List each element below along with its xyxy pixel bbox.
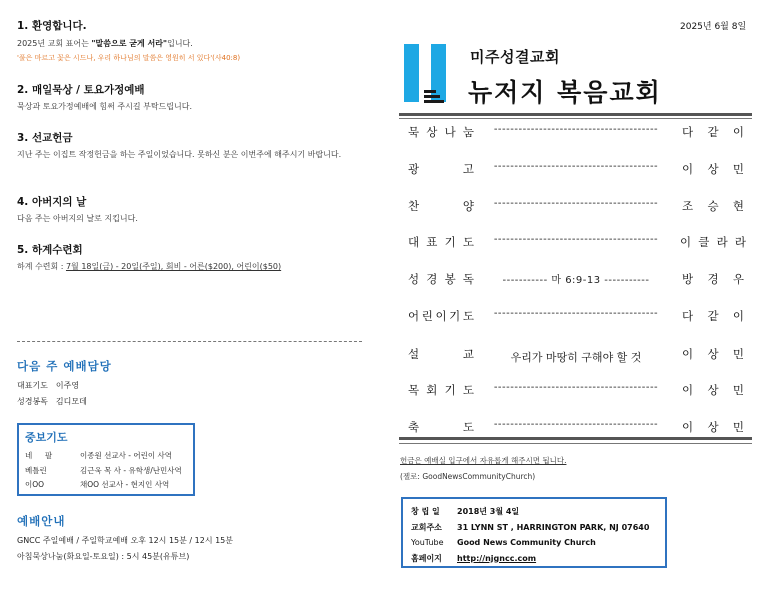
- intercession-country: 이OO: [25, 480, 45, 489]
- info-key: 홈페이지: [411, 553, 442, 563]
- service-role-char: 도: [462, 383, 474, 397]
- service-role-char: 이: [435, 309, 447, 323]
- service-person-char: 승: [707, 199, 719, 213]
- service-person-char: 민: [732, 162, 744, 176]
- service-role: [408, 346, 474, 362]
- service-person-char: 상: [707, 383, 719, 397]
- announcement-2: [17, 82, 362, 114]
- service-role-char: 독: [462, 272, 474, 286]
- service-role-char: 설: [408, 347, 420, 361]
- service-role: [408, 124, 474, 140]
- service-person-char: 같: [707, 125, 719, 139]
- announcement-title: 4. 아버지의 날: [17, 196, 87, 208]
- next-week-role: 성경봉독: [17, 397, 48, 406]
- service-role-char: 축: [408, 420, 420, 434]
- info-row-address: [411, 520, 657, 536]
- announcement-text: 묵상과 토요가정예배에 힘써 주시길 부탁드립니다.: [17, 102, 193, 111]
- intercession-row: [25, 478, 187, 493]
- service-person: [682, 198, 744, 214]
- service-person-char: 다: [682, 125, 694, 139]
- service-person-char: 조: [682, 199, 694, 213]
- info-row-founded: [411, 504, 657, 520]
- service-role-char: 린: [421, 309, 433, 323]
- service-leader-dashes: ----------------------------------------: [493, 161, 659, 172]
- service-person-char: 이: [682, 162, 694, 176]
- service-role: [408, 308, 474, 324]
- service-row: [408, 308, 744, 326]
- service-person: [682, 161, 744, 177]
- info-key: 창 립 일: [411, 507, 440, 516]
- service-row: [408, 234, 744, 252]
- next-week-role: 대표기도: [17, 381, 48, 390]
- intercession-row: [25, 464, 187, 479]
- intercession-missionary: 이종원 선교사 - 어린이 사역: [80, 451, 172, 460]
- service-person-char: 민: [732, 347, 744, 361]
- logo-bar-right: [431, 44, 446, 102]
- service-leader-dashes: ----------------------------------------: [493, 234, 659, 245]
- offering-note: 헌금은 예배실 입구에서 자유롭게 해주시면 됩니다.: [400, 456, 567, 465]
- service-person-char: 우: [732, 272, 744, 286]
- service-role-char: 광: [408, 162, 420, 176]
- announcement-4: [17, 194, 362, 226]
- homepage-link[interactable]: http://njgncc.com: [457, 553, 537, 563]
- service-person: [682, 124, 744, 140]
- footer-rule: [399, 437, 752, 440]
- service-row: [408, 198, 744, 216]
- next-week-name: 이주영: [55, 381, 80, 390]
- church-denomination: 미주성결교회: [470, 48, 560, 66]
- service-person-char: 경: [707, 272, 719, 286]
- service-person-char: 이: [682, 420, 694, 434]
- intercession-row: [25, 449, 187, 464]
- service-role-char: 회: [426, 383, 438, 397]
- service-role-char: 성: [408, 272, 420, 286]
- announcement-5: [17, 242, 362, 274]
- next-week-title: 다음 주 예배담당: [17, 359, 112, 373]
- next-week-name: 김디모데: [55, 397, 87, 406]
- service-person-char: 라: [716, 235, 728, 249]
- service-row: [408, 271, 744, 289]
- service-person-char: 이: [682, 347, 694, 361]
- announcement-title: 2. 매일묵상 / 토요가정예배: [17, 84, 145, 96]
- service-person-char: 상: [707, 347, 719, 361]
- motto-strong: "말씀으로 굳게 서라": [91, 39, 168, 48]
- service-person-char: 방: [682, 272, 694, 286]
- intercession-country: 네: [25, 451, 33, 460]
- zelle-note: (젤로: GoodNewsCommunityChurch): [400, 472, 536, 481]
- service-person: [680, 234, 746, 250]
- announcement-text: [17, 260, 362, 274]
- service-person: [682, 271, 744, 287]
- service-role: [408, 382, 474, 398]
- service-person-char: 상: [707, 162, 719, 176]
- service-role-char: 어: [408, 309, 420, 323]
- service-leader-dashes: ----------------------------------------: [493, 308, 659, 319]
- service-role-char: 도: [462, 235, 474, 249]
- next-week-row: [17, 396, 87, 407]
- service-person-char: 이: [682, 383, 694, 397]
- service-row: [408, 419, 744, 437]
- header-rule: [399, 113, 752, 116]
- intercession-title: 중보기도: [25, 431, 68, 444]
- service-role-char: 도: [462, 309, 474, 323]
- service-person: [682, 308, 744, 324]
- service-role-char: 상: [426, 125, 438, 139]
- motto-suffix: 입니다.: [167, 39, 193, 48]
- intercession-missionary: 김근욱 목 사 - 유학생/난민사역: [80, 465, 182, 475]
- service-role: [408, 419, 474, 435]
- worship-info-line: GNCC 주일예배 / 주일학교예배 오후 12시 15분 / 12시 15분: [17, 536, 233, 545]
- service-role-char: 나: [444, 125, 456, 139]
- service-leader-dashes: ----------------------------------------: [493, 124, 659, 135]
- service-role-char: 봉: [444, 272, 456, 286]
- next-week-row: [17, 380, 79, 391]
- service-person: [682, 419, 744, 435]
- announcement-text: 다음 주는 아버지의 날로 지킵니다.: [17, 214, 138, 223]
- service-person-char: 클: [698, 235, 710, 249]
- service-leader-dashes: ----------------------------------------: [493, 198, 659, 209]
- intercession-box: [17, 423, 195, 496]
- scripture-reference: ----------- 마 6:9-13 -----------: [502, 275, 650, 286]
- church-logo: [404, 44, 456, 104]
- service-person-char: 이: [680, 235, 692, 249]
- church-name: 뉴저지 복음교회: [468, 78, 662, 107]
- service-role-char: 고: [462, 162, 474, 176]
- service-person: [682, 346, 744, 362]
- announcement-1: [17, 18, 362, 63]
- service-row: [408, 161, 744, 179]
- worship-info-title: 예배안내: [17, 514, 66, 528]
- service-role-char: 묵: [408, 125, 420, 139]
- logo-step: [424, 100, 444, 103]
- service-leader-dashes: ----------------------------------------: [493, 419, 659, 430]
- service-leader-dashes: ----------------------------------------: [493, 382, 659, 393]
- service-row: [408, 346, 744, 364]
- announcement-text: [17, 37, 362, 51]
- service-role: [408, 198, 474, 214]
- service-role: [408, 161, 474, 177]
- service-role-char: 기: [444, 235, 456, 249]
- service-person-char: 이: [732, 125, 744, 139]
- info-value: Good News Community Church: [457, 538, 596, 547]
- service-role-char: 목: [408, 383, 420, 397]
- service-role-char: 도: [462, 420, 474, 434]
- announcement-text: 지난 주는 이집트 작정헌금을 하는 주일이었습니다. 못하신 분은 이번주에 해주시기 바랍니다.: [17, 150, 342, 159]
- footer-rule-thin: [399, 443, 752, 444]
- service-person-char: 현: [732, 199, 744, 213]
- retreat-details: 7월 18일(금) - 20일(주일), 회비 - 어른($200), 어린이($50): [65, 262, 282, 271]
- service-person-char: 이: [732, 309, 744, 323]
- service-person-char: 민: [732, 383, 744, 397]
- logo-step: [424, 90, 436, 93]
- section-divider: [17, 341, 362, 342]
- service-role: [408, 271, 474, 287]
- service-row: [408, 382, 744, 400]
- logo-bar-left: [404, 44, 419, 102]
- sermon-title: 우리가 마땅히 구해야 할 것: [510, 351, 642, 364]
- service-role-char: 기: [449, 309, 461, 323]
- info-value: 2018년 3월 4일: [457, 507, 520, 516]
- logo-step: [424, 95, 440, 98]
- worship-info-line: 아침묵상나눔(화요일-토요일) : 5시 45분(유튜브): [17, 552, 190, 561]
- header-rule-thin: [399, 118, 752, 119]
- service-role-char: 찬: [408, 199, 420, 213]
- service-person-char: 다: [682, 309, 694, 323]
- service-row: [408, 124, 744, 142]
- intercession-country-suffix: 팔: [45, 451, 53, 460]
- service-role-char: 경: [426, 272, 438, 286]
- intercession-missionary: 채OO 선교사 - 현지인 사역: [80, 480, 170, 489]
- motto-verse: '풀은 마르고 꽃은 시드나, 우리 하나님의 말씀은 영원히 서 있다'(사40:8): [17, 54, 241, 62]
- info-value: 31 LYNN ST , HARRINGTON PARK, NJ 07640: [457, 522, 650, 532]
- service-role-char: 대: [408, 235, 420, 249]
- announcement-title: 1. 환영합니다.: [17, 20, 87, 32]
- service-person: [682, 382, 744, 398]
- announcement-3: [17, 130, 362, 161]
- info-row-youtube: [411, 535, 657, 551]
- service-person-char: 라: [734, 235, 746, 249]
- church-info-box: [401, 497, 667, 568]
- info-key: YouTube: [411, 538, 444, 547]
- service-person-char: 같: [707, 309, 719, 323]
- service-role-char: 양: [462, 199, 474, 213]
- announcement-title: 5. 하계수련회: [17, 244, 83, 256]
- service-role-char: 기: [444, 383, 456, 397]
- info-row-homepage: [411, 551, 657, 567]
- info-key: 교회주소: [411, 522, 442, 532]
- service-person-char: 민: [732, 420, 744, 434]
- service-role-char: 눔: [462, 125, 474, 139]
- intercession-country: 베틀린: [25, 465, 47, 475]
- service-role-char: 표: [426, 235, 438, 249]
- service-role-char: 교: [462, 347, 474, 361]
- bulletin-date: 2025년 6월 8일: [680, 22, 747, 32]
- announcement-title: 3. 선교헌금: [17, 132, 73, 144]
- motto-prefix: 2025년 교회 표어는: [17, 39, 92, 48]
- service-person-char: 상: [707, 420, 719, 434]
- retreat-prefix: 하계 수련회 :: [17, 262, 66, 271]
- service-role: [408, 234, 474, 250]
